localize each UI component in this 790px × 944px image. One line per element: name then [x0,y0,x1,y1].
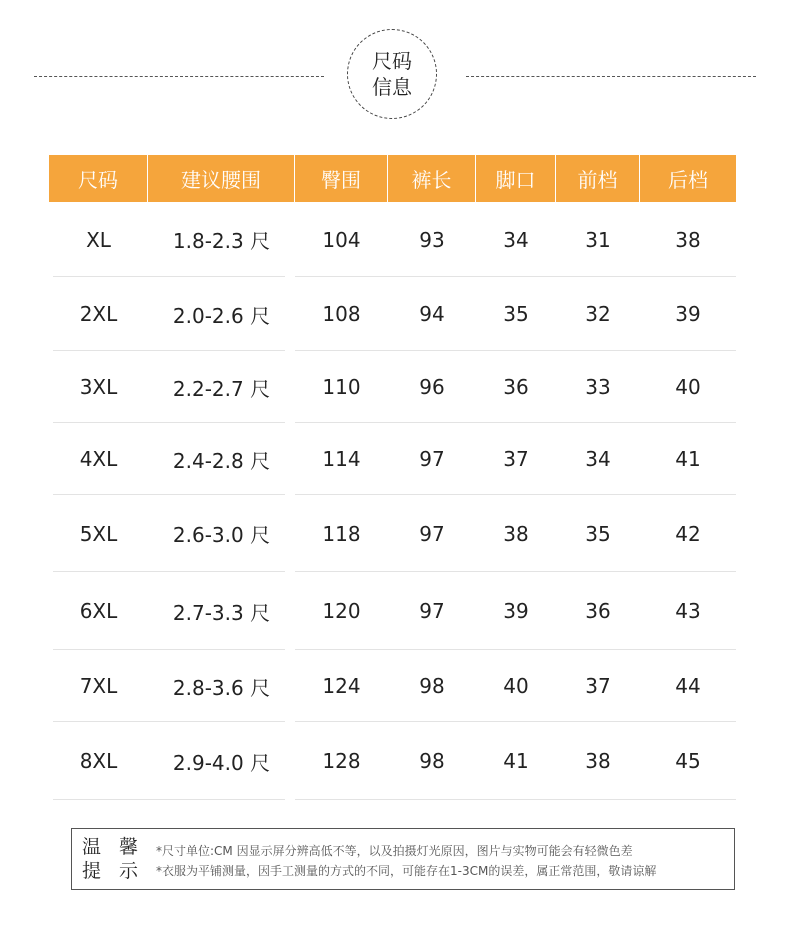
cell-front-rise: 33 [585,375,611,399]
cell-size: 5XL [79,521,118,546]
cell-front-rise: 32 [585,302,611,326]
divider-left [34,76,324,77]
cell-length: 94 [419,302,445,326]
cell-length: 96 [419,375,445,399]
row-divider-right [295,799,736,800]
cell-hem: 36 [503,375,529,399]
table-row [49,277,736,351]
cell-waist: 2.7-3.3 尺 [172,600,271,625]
table-row [49,650,736,722]
table-row [49,202,736,277]
cell-front-rise: 34 [585,447,611,471]
cell-back-rise: 45 [675,749,701,773]
cell-hem: 40 [503,674,529,698]
cell-length: 98 [419,674,445,698]
cell-hip: 124 [322,674,361,698]
cell-length: 93 [419,227,445,252]
header-length: 裤长 [388,155,476,202]
cell-hip: 114 [322,447,361,471]
cell-hip: 104 [322,227,361,252]
notice-line2: *衣服为平铺测量，因手工测量的方式的不同，可能存在1-3CM的误差，属正常范围，敬请谅解 [156,864,657,878]
divider-right [466,76,756,77]
cell-back-rise: 44 [675,674,701,698]
cell-waist: 1.8-2.3 尺 [172,229,271,253]
table-row [49,722,736,800]
cell-waist: 2.2-2.7 尺 [172,376,271,401]
notice-label [82,835,144,883]
cell-waist: 2.9-4.0 尺 [172,750,271,775]
size-table-body [49,202,736,800]
section-title-badge [347,29,437,119]
cell-hem: 39 [503,599,529,623]
cell-length: 97 [419,447,445,471]
cell-back-rise: 40 [675,375,701,399]
cell-hip: 120 [322,599,361,623]
cell-length: 98 [419,749,445,773]
cell-size: 6XL [79,599,118,623]
cell-front-rise: 31 [585,227,611,252]
table-row [49,495,736,572]
cell-waist: 2.4-2.8 尺 [172,448,271,473]
cell-size: 8XL [79,749,118,773]
header-front-rise: 前档 [556,155,640,202]
cell-length: 97 [419,599,445,623]
header-waist: 建议腰围 [148,155,295,202]
cell-hip: 128 [322,749,361,773]
cell-hip: 110 [322,375,361,399]
cell-front-rise: 35 [585,521,611,546]
notice-line1: *尺寸单位:CM 因显示屏分辨高低不等，以及拍摄灯光原因，图片与实物可能会有轻微色差 [156,844,633,858]
cell-back-rise: 39 [675,302,701,326]
cell-back-rise: 43 [675,599,701,623]
cell-waist: 2.6-3.0 尺 [172,523,271,547]
cell-front-rise: 37 [585,674,611,698]
cell-hip: 108 [322,302,361,326]
cell-front-rise: 38 [585,749,611,773]
cell-size: 4XL [79,447,118,471]
cell-hem: 41 [503,749,529,773]
cell-waist: 2.0-2.6 尺 [172,303,271,328]
header-back-rise: 后档 [640,155,736,202]
notice-box [71,828,735,890]
cell-size: 7XL [79,674,118,698]
header-hip: 臀围 [295,155,388,202]
cell-size: 2XL [79,302,118,326]
notice-label-line2: 提 示 [82,860,145,882]
header-size: 尺码 [49,155,148,202]
table-row [49,423,736,495]
cell-waist: 2.8-3.6 尺 [172,675,271,700]
table-row [49,572,736,650]
cell-size: 3XL [79,375,118,399]
table-row [49,351,736,423]
notice-label-line1: 温 馨 [82,836,145,858]
cell-front-rise: 36 [585,599,611,623]
cell-hem: 38 [503,521,529,546]
cell-size: XL [86,227,111,252]
cell-back-rise: 38 [675,227,701,252]
section-title-line2: 信息 [372,75,412,99]
cell-hip: 118 [322,521,361,546]
size-table [49,155,736,800]
size-table-header [49,155,736,202]
header-hem: 脚口 [476,155,556,202]
row-divider-left [53,799,285,800]
cell-length: 97 [419,521,445,546]
cell-hem: 35 [503,302,529,326]
cell-hem: 37 [503,447,529,471]
cell-back-rise: 42 [675,521,701,546]
cell-back-rise: 41 [675,447,701,471]
cell-hem: 34 [503,227,529,252]
section-title-line1: 尺码 [372,49,412,73]
notice-text [156,841,656,881]
